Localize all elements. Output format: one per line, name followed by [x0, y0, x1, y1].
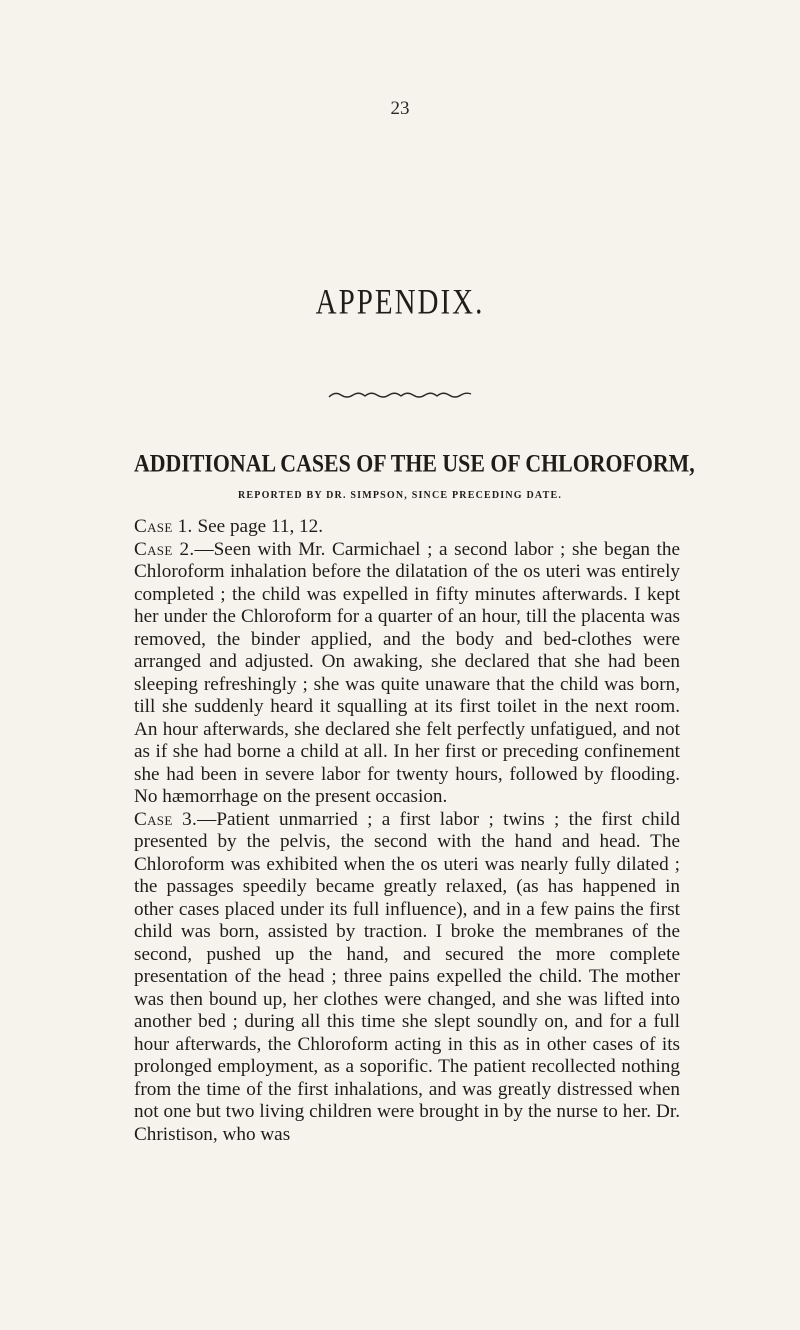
section-heading: ADDITIONAL CASES OF THE USE OF CHLOROFORM, [134, 450, 695, 477]
case-paragraph [134, 516, 680, 539]
case-paragraph [134, 809, 680, 1147]
case-text: —Patient unmarried ; a first labor ; twins ; the first child presented by the pelvis, the second with the hand and head. The Chloroform was exhibited when the os uteri was nearly fully dilated ; the passages speedily became greatly relaxed, (as has happened in other cases placed under its full influence), and in a few pains the first child was born, assisted by traction. I broke the membranes of the second, pushed up the hand, and secured the more complete presentation of the head ; three pains expelled the child. The mother was then bound up, her clothes were changed, and she was lifted into another bed ; during all this time she slept soundly on, and for a full hour afterwards, the Chloroform acting in this as in other cases of its prolonged employment, as a soporific. The patient recollected nothing from the time of the first inhalations, and was greatly distressed when not one but two living children were brought in by the nurse to her. Dr. Christison, who was [134, 808, 680, 1145]
page-number: 23 [390, 98, 410, 119]
appendix-title: APPENDIX. [315, 282, 485, 322]
reported-by-line: REPORTED BY DR. SIMPSON, SINCE PRECEDING DATE. [237, 490, 563, 501]
case-text: See page 11, 12. [192, 516, 324, 537]
case-text: —Seen with Mr. Carmichael ; a second labor ; she began the Chloroform inhalation before the dilatation of the os uteri was entirely completed ; the child was expelled in fifty minutes afterwards. I kept her under the Chloroform for a quarter of an hour, till the placenta was removed, the binder applied, and the body and bed-clothes were arranged and adjusted. On awaking, she declared that she had been sleeping refreshingly ; she was quite unaware that the child was born, till she suddenly heard it squalling at its first toilet in the next room. An hour afterwards, she declared she felt perfectly unfatigued, and not as if she had borne a child at all. In her first or preceding confinement she had been in severe labor for twenty hours, followed by flooding. No hæmorrhage on the present occasion. [134, 538, 680, 807]
case-paragraph [134, 539, 680, 809]
decorative-wavy-rule-icon [327, 388, 473, 402]
case-label: Case 2. [134, 538, 195, 560]
case-text-block [134, 516, 680, 1146]
case-label: Case 3. [134, 808, 198, 830]
case-label: Case 1. [134, 516, 193, 537]
